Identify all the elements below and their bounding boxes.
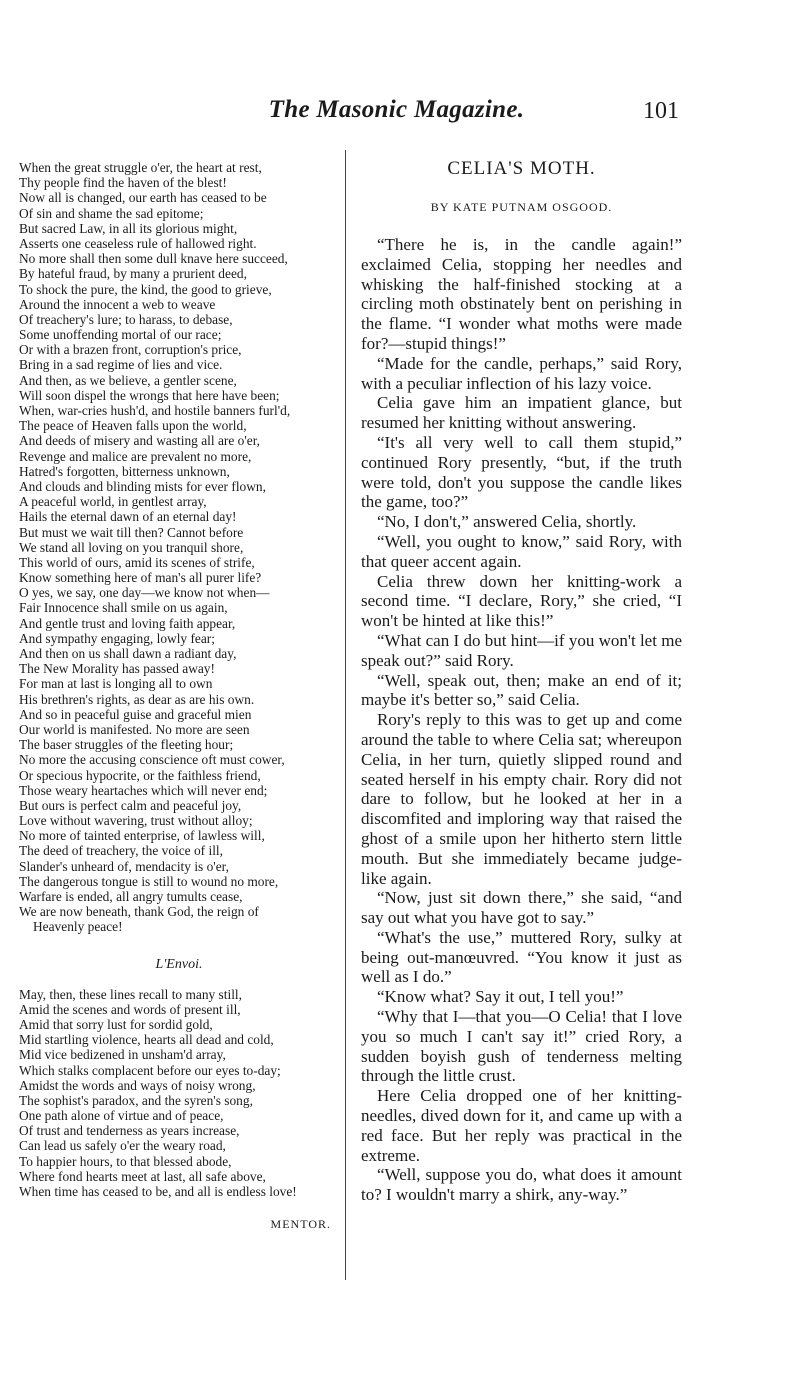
story-paragraph: “Well, suppose you do, what does it amount to? I wouldn't marry a shirk, any-way.” xyxy=(361,1165,682,1205)
poem-line: The dangerous tongue is still to wound no more, xyxy=(19,873,279,889)
envoi-line: May, then, these lines recall to many still, xyxy=(19,986,242,1002)
story-paragraph: “Made for the candle, perhaps,” said Rory, with a peculiar inflection of his lazy voice. xyxy=(361,353,682,393)
story-title: CELIA'S MOTH. xyxy=(447,158,596,179)
poem-line: Or specious hypocrite, or the faithless friend, xyxy=(19,767,261,783)
poem-line: To shock the pure, the kind, the good to grieve, xyxy=(19,281,272,297)
poem-line: Bring in a sad regime of lies and vice. xyxy=(19,357,223,373)
envoi-line: Amidst the words and ways of noisy wrong, xyxy=(19,1077,256,1093)
poem-line: We stand all loving on you tranquil shore, xyxy=(19,539,244,555)
envoi-title: L'Envoi. xyxy=(155,956,203,972)
magazine-title: The Masonic Magazine. xyxy=(268,96,525,123)
story-paragraph: “What can I do but hint—if you won't let me speak out?” said Rory. xyxy=(361,630,682,670)
story-paragraph: “There he is, in the candle again!” exclaimed Celia, stopping her needles and whisking the half-finished stocking at a circling moth obstinately bent on perishing in the flame. “I wonder what moths were made for?—stupid things!” xyxy=(361,235,682,353)
envoi-line: Which stalks complacent before our eyes to-day; xyxy=(19,1062,281,1078)
poem-line: Our world is manifested. No more are seen xyxy=(19,721,250,737)
poem-line: When the great struggle o'er, the heart at rest, xyxy=(19,160,262,175)
poem-line: This world of ours, amid its scenes of strife, xyxy=(19,554,255,570)
poem-line: Around the innocent a web to weave xyxy=(19,296,216,312)
poem-line: The baser struggles of the fleeting hour; xyxy=(19,737,234,753)
poem-line: No more of tainted enterprise, of lawless will, xyxy=(19,828,265,844)
poem-line: And deeds of misery and wasting all are o'er, xyxy=(19,433,260,449)
poem-line: Of treachery's lure; to harass, to debase, xyxy=(19,311,233,327)
envoi-line: When time has ceased to be, and all is endless love! xyxy=(19,1184,297,1199)
poem-line: When, war-cries hush'd, and hostile banners furl'd, xyxy=(19,403,291,418)
poem-line: No more shall then some dull knave here succeed, xyxy=(19,251,288,267)
envoi-line: Mid vice bedizened in unsham'd array, xyxy=(19,1047,226,1063)
poem-column xyxy=(19,160,339,1232)
envoi-body xyxy=(19,987,339,1200)
running-header xyxy=(0,96,793,136)
poem-line: And then, as we believe, a gentler scene, xyxy=(19,372,237,388)
story-paragraph: “Well, you ought to know,” said Rory, with that queer accent again. xyxy=(361,531,682,571)
envoi-line: Amid the scenes and words of present ill, xyxy=(19,1001,241,1017)
poem-line: Those weary heartaches which will never end; xyxy=(19,782,268,798)
poem-line: Heavenly peace! xyxy=(33,919,123,935)
story-paragraph: “Why that I—that you—O Celia! that I love you so much I can't say it!” cried Rory, a sudden boyish gush of tenderness melting through the little crust. xyxy=(361,1007,682,1086)
poem-line: And sympathy engaging, lowly fear; xyxy=(19,630,215,646)
poem-line: The peace of Heaven falls upon the world, xyxy=(19,418,247,434)
poem-line: Asserts one ceaseless rule of hallowed right. xyxy=(19,235,257,251)
poem-line: For man at last is longing all to own xyxy=(19,676,213,692)
story-paragraph: Celia gave him an impatient glance, but resumed her knitting without answering. xyxy=(361,393,682,433)
poem-line: A peaceful world, in gentlest array, xyxy=(19,494,207,510)
story-paragraph: “It's all very well to call them stupid,” continued Rory presently, “but, if the truth were told, don't you suppose the candle likes the game, too?” xyxy=(361,432,682,512)
page-number: 101 xyxy=(643,98,679,124)
story-paragraph: Rory's reply to this was to get up and come around the table to where Celia sat; whereupon Celia, in her turn, quietly slipped round and seated herself in his empty chair. Rory did not dare to follow, but he looked at her in a discomfited and imploring way that raised the ghost of a smile upon her hitherto stern little mouth. But she immediately became judge-like again. xyxy=(361,710,682,888)
poem-line: Fair Innocence shall smile on us again, xyxy=(19,600,228,616)
poem-signature: MENTOR. xyxy=(270,1217,331,1232)
poem-line: The New Morality has passed away! xyxy=(19,661,215,677)
poem-line: Warfare is ended, all angry tumults cease, xyxy=(19,889,243,904)
poem-line: And then on us shall dawn a radiant day, xyxy=(19,646,237,661)
story-byline: BY KATE PUTNAM OSGOOD. xyxy=(430,200,613,214)
poem-line: O yes, we say, one day—we know not when— xyxy=(19,585,270,601)
poem-line: Know something here of man's all purer life? xyxy=(19,570,262,586)
poem-line: His brethren's rights, as dear as are his own. xyxy=(19,691,255,707)
envoi-line: Can lead us safely o'er the weary road, xyxy=(19,1138,226,1154)
envoi-line: The sophist's paradox, and the syren's song, xyxy=(19,1092,253,1108)
envoi-line: To happier hours, to that blessed abode, xyxy=(19,1153,232,1169)
poem-body xyxy=(19,160,339,935)
poem-line: Of sin and shame the sad epitome; xyxy=(19,205,204,221)
story-paragraph: “Now, just sit down there,” she said, “and say out what you have got to say.” xyxy=(361,888,682,928)
poem-line: Hails the eternal dawn of an eternal day! xyxy=(19,509,237,525)
poem-line: No more the accusing conscience oft must cower, xyxy=(19,752,285,768)
poem-line: And clouds and blinding mists for ever flown, xyxy=(19,478,266,494)
poem-line: Now all is changed, our earth has ceased to be xyxy=(19,190,267,206)
story-paragraph: “Know what? Say it out, I tell you!” xyxy=(377,987,624,1007)
poem-line: But ours is perfect calm and peaceful joy, xyxy=(19,797,242,813)
poem-line: Or with a brazen front, corruption's price, xyxy=(19,342,242,358)
envoi-line: Of trust and tenderness as years increase, xyxy=(19,1123,240,1139)
poem-line: The deed of treachery, the voice of ill, xyxy=(19,843,223,859)
poem-line: Some unoffending mortal of our race; xyxy=(19,327,222,343)
poem-line: By hateful fraud, by many a prurient deed, xyxy=(19,266,247,282)
story-paragraph: Here Celia dropped one of her knitting-needles, dived down for it, and came up with a red face. But her reply was practical in the extreme. xyxy=(361,1086,682,1165)
poem-line: And so in peaceful guise and graceful mien xyxy=(19,706,252,722)
poem-line: Slander's unheard of, mendacity is o'er, xyxy=(19,858,229,874)
envoi-line: Mid startling violence, hearts all dead and cold, xyxy=(19,1032,274,1048)
story-body xyxy=(361,235,682,1205)
envoi-line: Where fond hearts meet at last, all safe above, xyxy=(19,1168,266,1184)
poem-line: Revenge and malice are prevalent no more, xyxy=(19,448,252,464)
story-paragraph: “What's the use,” muttered Rory, sulky at being out-manœuvred. “You know it just as well as I do.” xyxy=(361,927,682,987)
poem-line: We are now beneath, thank God, the reign of xyxy=(19,904,259,920)
poem-line: And gentle trust and loving faith appear, xyxy=(19,615,236,631)
story-paragraph: “No, I don't,” answered Celia, shortly. xyxy=(377,512,637,532)
story-paragraph: “Well, speak out, then; make an end of it; maybe it's better so,” said Celia. xyxy=(361,670,682,710)
story-column xyxy=(361,158,682,1205)
poem-line: Will soon dispel the wrongs that here have been; xyxy=(19,387,280,403)
envoi-line: One path alone of virtue and of peace, xyxy=(19,1108,224,1124)
poem-line: Thy people find the haven of the blest! xyxy=(19,175,227,191)
envoi-line: Amid that sorry lust for sordid gold, xyxy=(19,1016,213,1032)
poem-line: Hatred's forgotten, bitterness unknown, xyxy=(19,463,230,479)
poem-line: Love without wavering, trust without alloy; xyxy=(19,813,253,829)
story-paragraph: Celia threw down her knitting-work a second time. “I declare, Rory,” she cried, “I won't be hinted at like this!” xyxy=(361,571,682,631)
poem-line: But must we wait till then? Cannot before xyxy=(19,524,244,540)
column-divider xyxy=(345,150,346,1280)
poem-line: But sacred Law, in all its glorious might, xyxy=(19,220,238,236)
